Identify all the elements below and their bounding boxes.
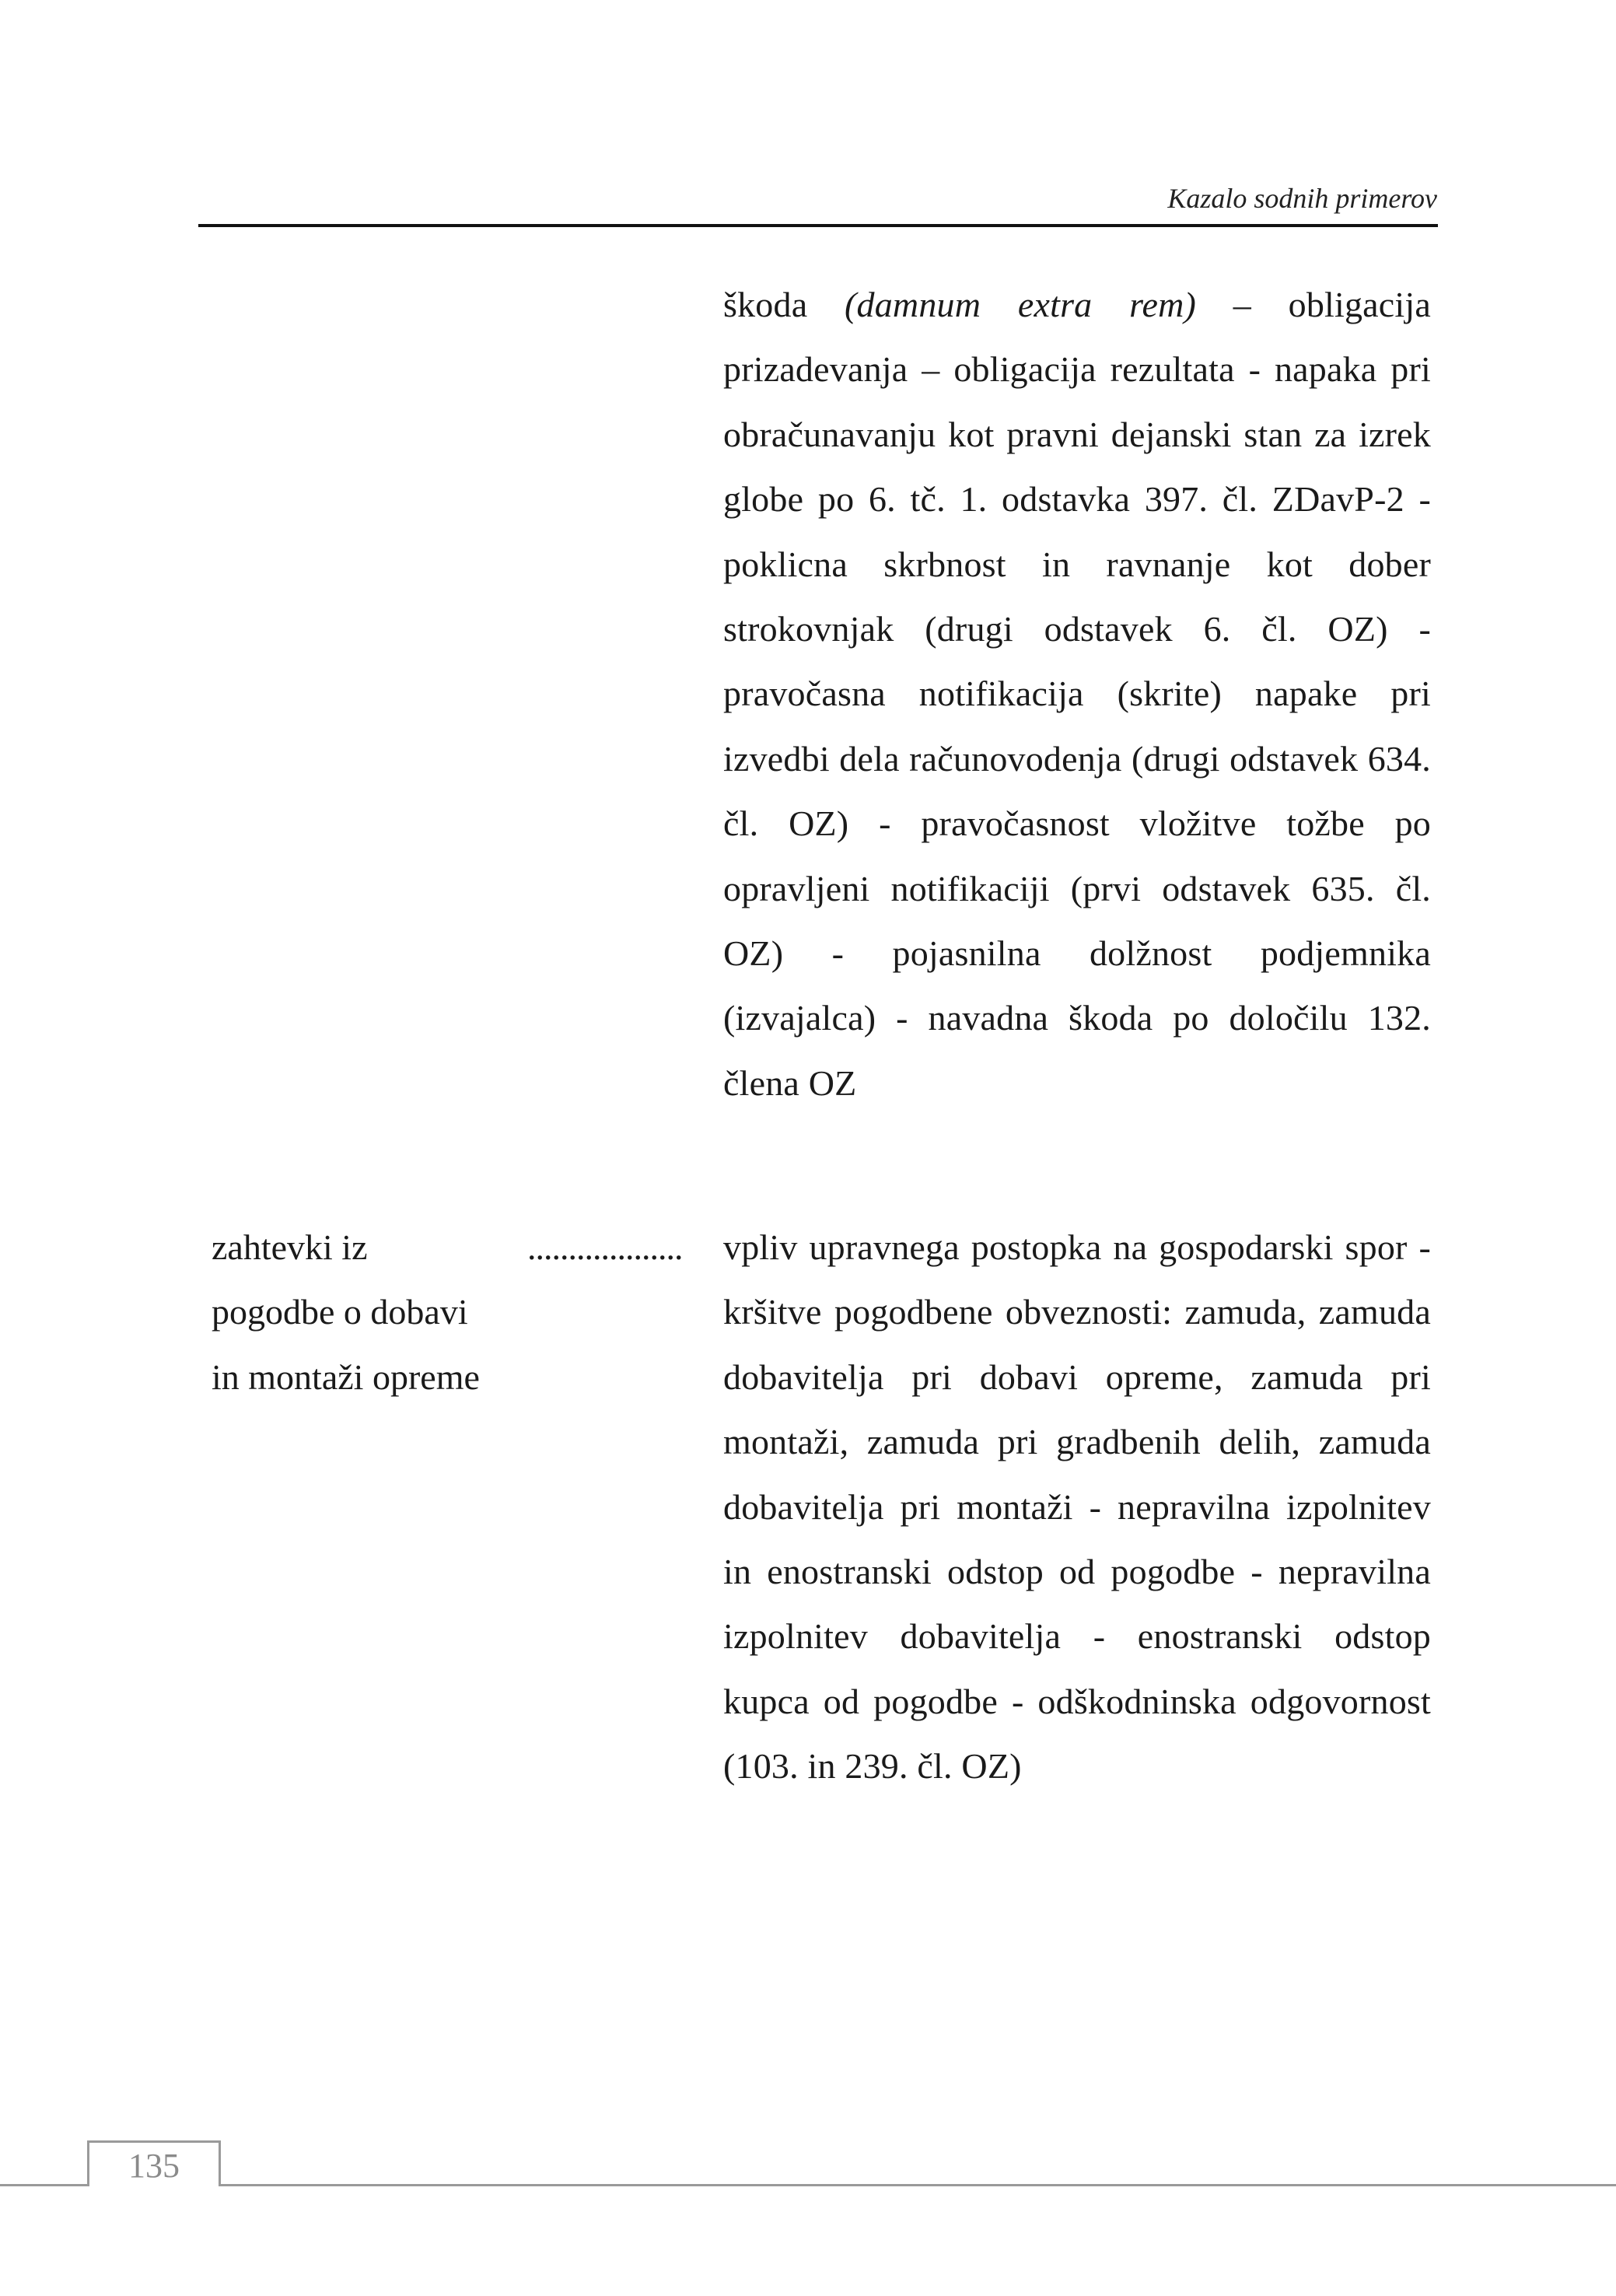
- entry-1-text-rest: – obligacija prizadevanja – obligacija rezultata - napaka pri obračunavanju kot pravni dejanski stan za izrek globe po 6. tč. 1. odstavka 397. čl. ZDavP-2 - poklicna skrbnost in ravnanje kot dober strokovnjak (drugi odstavek 6. čl. OZ) - pravočasna notifikacija (skrite) napake pri izvedbi dela računovodenja (drugi odstavek 634. čl. OZ) - pravočasnost vložitve tožbe po opravljeni notifikaciji (prvi odstavek 635. čl. OZ) - pojasnilna dolžnost podjemnika (izvajalca) - navadna škoda po določilu 132. člena OZ: [723, 285, 1431, 1103]
- header-rule: [198, 224, 1438, 227]
- entry-1-latin-term: (damnum extra rem): [845, 285, 1197, 324]
- entry-2-label-line-2: pogodbe o dobavi: [212, 1292, 468, 1332]
- entry-2-label-line-1: zahtevki iz: [212, 1227, 368, 1267]
- entry-2-leader-dots: ...................: [527, 1227, 683, 1267]
- page-number-box: [87, 2140, 221, 2186]
- footer-line: [0, 2184, 1616, 2186]
- entry-1-text-prefix: škoda: [723, 285, 845, 324]
- index-entry-2-label: [212, 1215, 538, 1409]
- page-number: 135: [128, 2147, 180, 2185]
- running-header-title: Kazalo sodnih primerov: [1167, 183, 1437, 214]
- index-entry-2-text: vpliv upravnega postopka na gospodarski spor - kršitve pogodbene obveznosti: zamuda, zamuda dobavitelja pri dobavi opreme, zamuda pri montaži, zamuda pri gradbenih delih, zamuda dobavitelja pri montaži - nepravilna izpolnitev in enostranski odstop od pogodbe - nepravilna izpolnitev dobavitelja - enostranski odstop kupca od pogodbe - odškodninska odgovornost (103. in 239. čl. OZ): [723, 1227, 1431, 1787]
- index-entry-1-text: [723, 272, 1431, 1115]
- entry-2-label-line-3: in montaži opreme: [212, 1356, 480, 1397]
